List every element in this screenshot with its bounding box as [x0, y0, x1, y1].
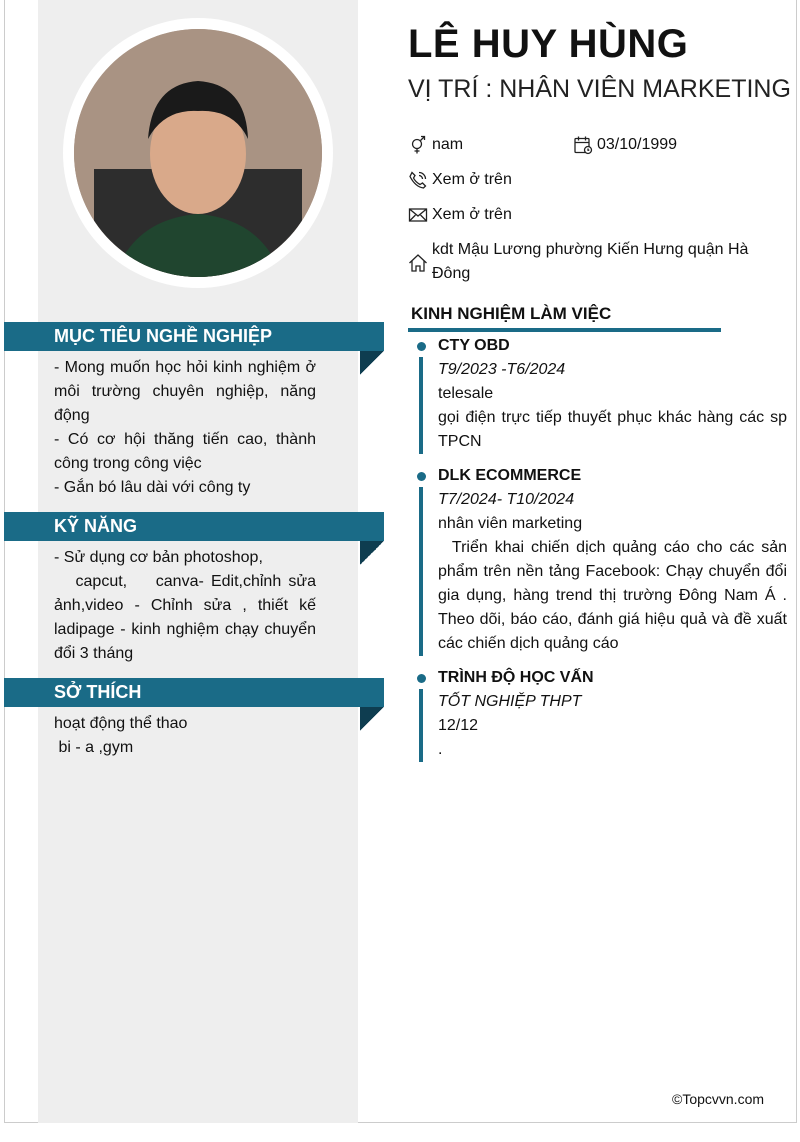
footer-credit: ©Topcvvn.com: [672, 1091, 765, 1107]
timeline-line: [419, 689, 423, 762]
skills-heading: KỸ NĂNG: [4, 512, 384, 541]
education-grade: 12/12: [438, 717, 479, 734]
ribbon-fold: [360, 541, 384, 565]
address-value: kdt Mậu Lương phường Kiến Hưng quận Hà Đông: [432, 241, 749, 282]
objective-line: - Mong muốn học hỏi kinh nghiệm ở môi trường chuyên nghiệp, năng động: [54, 359, 321, 424]
sidebar-sections: [4, 322, 384, 772]
job-position: nhân viên marketing: [438, 515, 583, 532]
objective-line: - Có cơ hội thăng tiến cao, thành công trong công việc: [54, 431, 321, 472]
timeline-line: [419, 487, 423, 656]
heading-underline: [408, 328, 721, 332]
phone-value: Xem ở trên: [432, 171, 512, 188]
job-dates: T7/2024- T10/2024: [438, 491, 575, 508]
company-name: CTY OBD: [438, 337, 510, 354]
skills-section: [4, 512, 384, 666]
objective-line: - Gắn bó lâu dài với công ty: [54, 479, 251, 496]
timeline: [417, 334, 792, 772]
timeline-dot: [417, 342, 426, 351]
address-info: [408, 238, 758, 286]
hobbies-text: [54, 707, 316, 760]
job-description: Triển khai chiến dịch quảng cáo cho các sản phẩm trên nền tảng Facebook: Chạy chuyển đổi gia dụng, hàng trend thị trường Đông Nam Á . Theo dõi, báo cáo, đánh giá hiệu quả và đề xuất các chiến dịch quảng cáo: [438, 539, 792, 652]
education-item: [417, 666, 787, 762]
hobby-line: bi - a ,gym: [54, 739, 134, 756]
timeline-line: [419, 357, 423, 454]
job-dates: T9/2023 -T6/2024: [438, 361, 566, 378]
hobby-line: hoạt động thể thao: [54, 715, 188, 732]
avatar: [74, 29, 322, 277]
education-heading: TRÌNH ĐỘ HỌC VẤN: [438, 669, 594, 686]
candidate-role: VỊ TRÍ : NHÂN VIÊN MARKETING: [408, 75, 791, 103]
skills-line: - Sử dụng cơ bản photoshop,: [54, 549, 263, 566]
birthday-value: 03/10/1999: [597, 136, 678, 153]
email-info: [408, 203, 512, 227]
objective-section: [4, 322, 384, 500]
company-name: DLK ECOMMERCE: [438, 467, 582, 484]
avatar-frame: [63, 18, 333, 288]
ribbon-fold: [360, 707, 384, 731]
hobbies-heading: SỞ THÍCH: [4, 678, 384, 707]
timeline-dot: [417, 472, 426, 481]
objective-heading: MỤC TIÊU NGHỀ NGHIỆP: [4, 322, 384, 351]
job-position: telesale: [438, 385, 494, 402]
experience-item: [417, 334, 792, 454]
education-note: .: [438, 741, 443, 758]
envelope-icon: [408, 205, 428, 225]
experience-item: [417, 464, 792, 656]
skills-text: [54, 541, 321, 666]
job-description: gọi điện trực tiếp thuyết phục khác hàng các sp TPCN: [438, 409, 792, 450]
gender-value: nam: [432, 136, 464, 153]
gender-icon: [408, 135, 428, 155]
gender-info: [408, 133, 463, 157]
phone-icon: [408, 170, 428, 190]
calendar-icon: [573, 135, 593, 155]
candidate-name: LÊ HUY HÙNG: [408, 22, 689, 66]
phone-info: [408, 168, 512, 192]
home-icon: [408, 253, 428, 273]
education-degree: TỐT NGHIỆP THPT: [438, 693, 582, 710]
objective-text: [54, 351, 321, 500]
hobbies-section: [4, 678, 384, 760]
ribbon-fold: [360, 351, 384, 375]
email-value: Xem ở trên: [432, 206, 512, 223]
skills-line: capcut, canva- Edit,chỉnh sửa ảnh,video - Chỉnh sửa , thiết kế ladipage - kinh nghiệm chạy chuyển đổi 3 tháng: [54, 573, 321, 662]
birthday-info: [573, 133, 677, 157]
experience-heading: KINH NGHIỆM LÀM VIỆC: [411, 304, 612, 323]
timeline-dot: [417, 674, 426, 683]
